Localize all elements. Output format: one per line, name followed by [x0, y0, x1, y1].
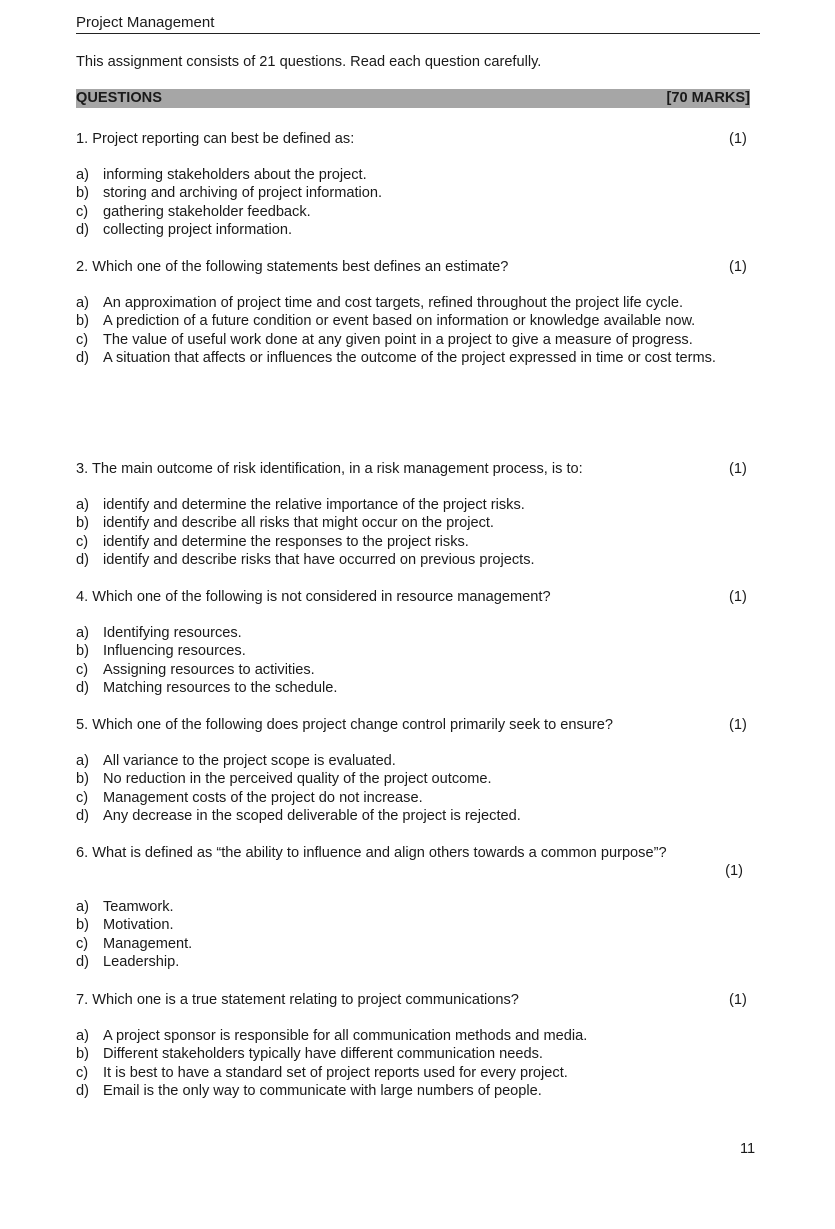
option-c	[76, 533, 760, 551]
option-text: A project sponsor is responsible for all communication methods and media.	[103, 1028, 588, 1044]
questions-label: QUESTIONS	[76, 90, 162, 106]
option-label: c)	[76, 661, 89, 678]
option-text: All variance to the project scope is evaluated.	[103, 753, 396, 769]
option-d	[76, 551, 760, 569]
option-a	[76, 496, 760, 514]
option-text: Identifying resources.	[103, 625, 242, 641]
option-label: d)	[76, 807, 89, 824]
option-d	[76, 953, 760, 971]
option-text: gathering stakeholder feedback.	[103, 203, 311, 220]
option-label: c)	[76, 1064, 89, 1081]
question-text: 2. Which one of the following statements best defines an estimate?	[76, 259, 509, 275]
option-label: a)	[76, 625, 89, 641]
option-text: Management costs of the project do not increase.	[103, 789, 423, 806]
page-number: 11	[740, 1141, 756, 1157]
option-c	[76, 935, 760, 953]
running-header: Project Management	[76, 14, 760, 34]
option-text: identify and determine the responses to the project risks.	[103, 533, 469, 550]
question-1	[76, 130, 760, 239]
option-text: A situation that affects or influences the outcome of the project expressed in time or cost terms.	[103, 349, 716, 366]
question-4	[76, 588, 760, 697]
option-label: b)	[76, 1046, 89, 1063]
option-label: d)	[76, 953, 89, 970]
option-text: The value of useful work done at any given point in a project to give a measure of progress.	[103, 331, 693, 348]
option-text: Matching resources to the schedule.	[103, 679, 338, 696]
option-text: It is best to have a standard set of project reports used for every project.	[103, 1064, 568, 1081]
option-c	[76, 789, 760, 807]
option-text: identify and describe all risks that might occur on the project.	[103, 515, 494, 532]
option-label: d)	[76, 551, 89, 568]
option-label: b)	[76, 643, 89, 660]
option-b	[76, 312, 760, 330]
option-text: Any decrease in the scoped deliverable of the project is rejected.	[103, 807, 521, 824]
option-a	[76, 294, 760, 312]
option-text: Assigning resources to activities.	[103, 661, 315, 678]
option-label: d)	[76, 221, 89, 238]
option-a	[76, 624, 760, 642]
option-d	[76, 221, 760, 239]
question-text: 5. Which one of the following does project change control primarily seek to ensure?	[76, 717, 614, 733]
question-marks: (1)	[725, 863, 743, 879]
option-d	[76, 807, 760, 825]
question-marks: (1)	[729, 717, 747, 733]
option-label: a)	[76, 753, 89, 769]
question-marks: (1)	[729, 461, 747, 477]
question-5	[76, 716, 760, 825]
option-a	[76, 1027, 760, 1045]
option-b	[76, 514, 760, 532]
option-a	[76, 898, 760, 916]
option-text: Teamwork.	[103, 899, 174, 915]
option-label: b)	[76, 515, 89, 532]
option-d	[76, 1082, 760, 1100]
option-text: An approximation of project time and cost targets, refined throughout the project life cycle.	[103, 295, 684, 311]
option-text: Different stakeholders typically have different communication needs.	[103, 1046, 543, 1063]
option-text: informing stakeholders about the project.	[103, 167, 367, 183]
questions-bar	[76, 89, 750, 108]
question-marks: (1)	[729, 589, 747, 605]
option-b	[76, 184, 760, 202]
option-text: identify and describe risks that have occurred on previous projects.	[103, 551, 535, 568]
option-b	[76, 1045, 760, 1063]
option-label: b)	[76, 185, 89, 202]
option-label: b)	[76, 771, 89, 788]
option-b	[76, 916, 760, 934]
question-2	[76, 258, 760, 367]
option-label: d)	[76, 679, 89, 696]
option-label: c)	[76, 789, 89, 806]
option-text: A prediction of a future condition or event based on information or knowledge available now.	[103, 313, 696, 330]
question-text: 4. Which one of the following is not considered in resource management?	[76, 589, 551, 605]
question-text: 7. Which one is a true statement relating to project communications?	[76, 992, 519, 1008]
option-label: c)	[76, 203, 89, 220]
option-label: b)	[76, 313, 89, 330]
option-label: c)	[76, 935, 89, 952]
option-text: storing and archiving of project information.	[103, 185, 383, 202]
option-a	[76, 166, 760, 184]
option-text: Leadership.	[103, 953, 180, 970]
question-7	[76, 991, 760, 1100]
option-text: Influencing resources.	[103, 643, 246, 660]
option-label: c)	[76, 331, 89, 348]
option-text: Management.	[103, 935, 193, 952]
option-text: No reduction in the perceived quality of the project outcome.	[103, 771, 492, 788]
question-text: 6. What is defined as “the ability to influence and align others towards a common purpose”?	[76, 845, 667, 861]
option-d	[76, 679, 760, 697]
question-marks: (1)	[729, 259, 747, 275]
option-text: Motivation.	[103, 917, 174, 934]
option-label: d)	[76, 349, 89, 366]
intro-text: This assignment consists of 21 questions. Read each question carefully.	[76, 54, 542, 70]
question-6	[76, 844, 760, 971]
option-d	[76, 349, 760, 367]
option-label: a)	[76, 1028, 89, 1044]
option-label: a)	[76, 295, 89, 311]
option-b	[76, 642, 760, 660]
option-label: a)	[76, 167, 89, 183]
question-marks: (1)	[729, 131, 747, 147]
option-text: Email is the only way to communicate with large numbers of people.	[103, 1082, 542, 1099]
option-label: a)	[76, 899, 89, 915]
option-text: collecting project information.	[103, 221, 292, 238]
option-c	[76, 203, 760, 221]
option-c	[76, 331, 760, 349]
option-a	[76, 752, 760, 770]
option-label: a)	[76, 497, 89, 513]
option-c	[76, 1064, 760, 1082]
option-label: b)	[76, 917, 89, 934]
question-3	[76, 460, 760, 569]
option-text: identify and determine the relative importance of the project risks.	[103, 497, 525, 513]
option-c	[76, 661, 760, 679]
question-text: 3. The main outcome of risk identification, in a risk management process, is to:	[76, 461, 583, 477]
question-text: 1. Project reporting can best be defined as:	[76, 131, 355, 147]
total-marks: [70 MARKS]	[666, 90, 750, 106]
option-label: d)	[76, 1082, 89, 1099]
option-label: c)	[76, 533, 89, 550]
question-marks: (1)	[729, 992, 747, 1008]
option-b	[76, 770, 760, 788]
